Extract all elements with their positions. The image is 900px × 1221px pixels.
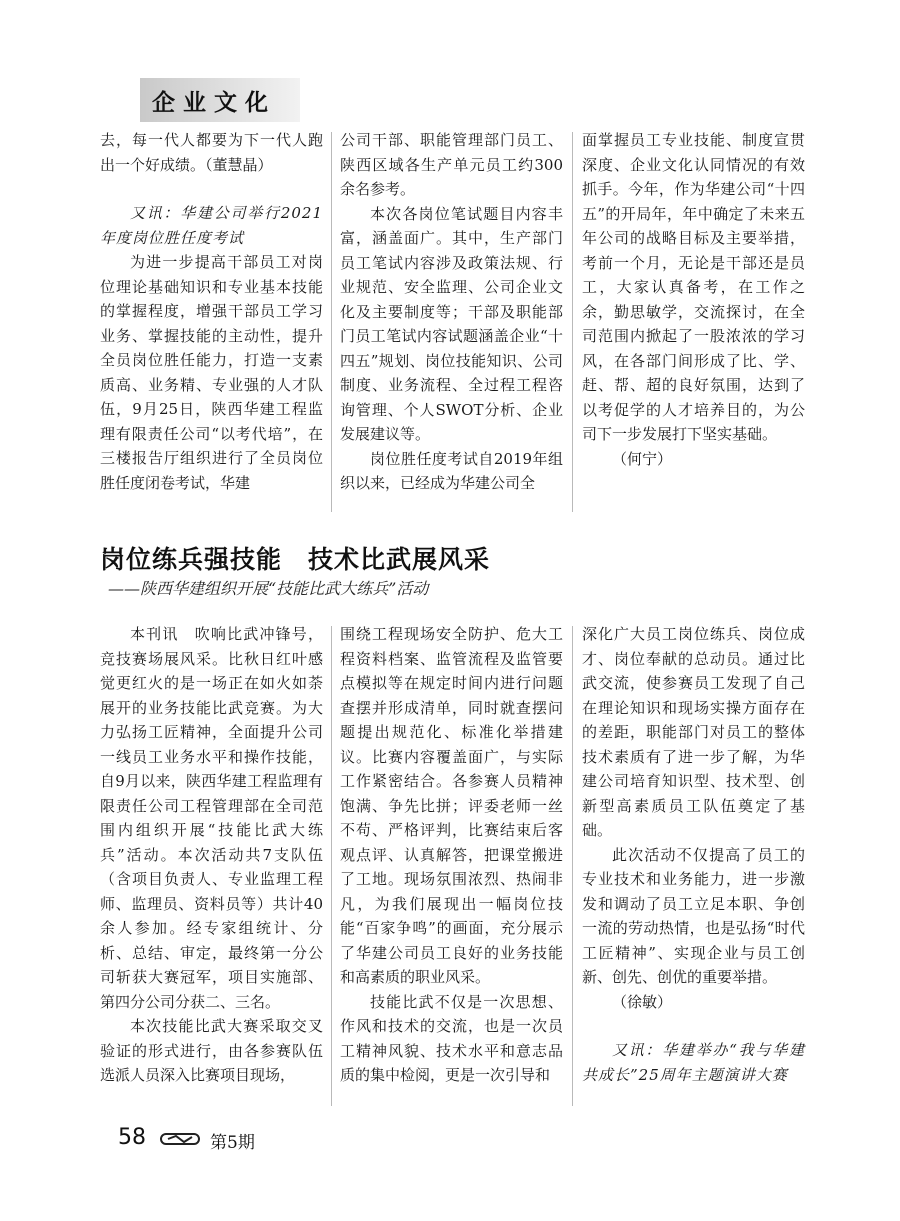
column-divider (572, 626, 573, 1106)
article1-column-1 (100, 128, 323, 495)
issue-label: 第5期 (210, 1133, 255, 1153)
article2-column-1 (100, 622, 323, 1088)
article-headline: 岗位练兵强技能 技术比武展风采 (100, 545, 491, 574)
author-byline: （何宁） (612, 449, 673, 468)
column-divider (331, 626, 332, 1106)
article2-column-3 (582, 622, 805, 1087)
paragraph: 为进一步提高干部员工对岗位理论基础知识和专业基本技能的掌握程度，增强干部员工学习业务、掌握技能的主动性，提升全员岗位胜任能力，打造一支素质高、业务精、专业强的人才队伍，9月25日，陕西华建工程监理有限责任公司“以考代培”，在三楼报告厅组织进行了全员岗位胜任度闭卷考试，华建 (100, 253, 323, 492)
article2-column-2 (340, 622, 563, 1088)
column-divider (572, 132, 573, 512)
paragraph: 本次各岗位笔试题目内容丰富，涵盖面广。其中，生产部门员工笔试内容涉及政策法规、行业规范、安全监理、公司企业文化及主要制度等；干部及职能部门员工笔试内容试题涵盖企业“十四五”规划、岗位技能知识、公司制度、业务流程、全过程工程咨询管理、个人SWOT分析、企业发展建议等。 (340, 204, 563, 443)
paragraph: 岗位胜任度考试自2019年组织以来，已经成为华建公司全 (340, 449, 563, 492)
section-header (140, 78, 300, 122)
paragraph: 本刊讯 吹响比武冲锋号，竞技赛场展风采。比秋日红叶感觉更红火的是一场正在如火如荼展开的业务技能比武竞赛。为大力弘扬工匠精神，全面提升公司一线员工业务水平和操作技能，自9月以来，陕西华建工程监理有限责任公司工程管理部在全司范围内组织开展“技能比武大练兵”活动。本次活动共7支队伍（含项目负责人、专业监理工程师、监理员、资料员等）共计40余人参加。经专家组统计、分析、总结、审定，最终第一分公司斩获大赛冠军，项目实施部、第四分公司分获二、三名。 (100, 625, 323, 1011)
news-lead-heading: 又讯：华建举办“我与华建共成长”25周年主题演讲大赛 (582, 1041, 805, 1084)
section-title: 企业文化 (152, 90, 276, 116)
paragraph: 技能比武不仅是一次思想、作风和技术的交流，也是一次员工精神风貌、技术水平和意志品质的集中检阅，更是一次引导和 (340, 992, 563, 1084)
article-subheadline: ——陕西华建组织开展“技能比武大练兵”活动 (108, 579, 429, 598)
paragraph: 面掌握员工专业技能、制度宣贯深度、企业文化认同情况的有效抓手。今年，作为华建公司“十四五”的开局年，年中确定了未来五年公司的战略目标及主要举措，考前一个月，无论是干部还是员工，大家认真备考，在工作之余，勤思敏学，交流探讨，在全司范围内掀起了一股浓浓的学习风，在各部门间形成了比、学、赶、帮、超的良好氛围，达到了以考促学的人才培养目的，为公司下一步发展打下坚实基础。 (582, 131, 805, 443)
article1-column-2 (340, 128, 563, 496)
paragraph: 此次活动不仅提高了员工的专业技术和业务能力，进一步激发和调动了员工立足本职、争创一流的劳动热情，也是弘扬“时代工匠精神”、实现企业与员工创新、创先、创优的重要举措。 (582, 845, 805, 986)
paragraph: 去，每一代人都要为下一代人跑出一个好成绩。（董慧晶） (100, 131, 323, 174)
paragraph: 本次技能比武大赛采取交叉验证的形式进行，由各参赛队伍选派人员深入比赛项目现场， (100, 1017, 323, 1084)
paragraph: 深化广大员工岗位练兵、岗位成才、岗位奉献的总动员。通过比武交流，使参赛员工发现了自己在理论知识和现场实操方面存在的差距，职能部门对员工的整体技术素质有了进一步了解，为华建公司培育知识型、技术型、创新型高素质员工队伍奠定了基础。 (582, 625, 805, 839)
paragraph: 围绕工程现场安全防护、危大工程资料档案、监管流程及监管要点模拟等在规定时间内进行问题查摆并形成清单，同时就查摆问题提出规范化、标准化举措建议。比赛内容覆盖面广，与实际工作紧密结合。各参赛人员精神饱满、争先比拼；评委老师一丝不苟、严格评判，比赛结束后客观点评、认真解答，把课堂搬进了工地。现场氛围浓烈、热闹非凡，为我们展现出一幅岗位技能“百家争鸣”的画面，充分展示了华建公司员工良好的业务技能和高素质的职业风采。 (340, 625, 563, 986)
news-lead-heading: 又讯：华建公司举行2021年度岗位胜任度考试 (100, 204, 323, 247)
paragraph: 公司干部、职能管理部门员工、陕西区域各生产单元员工约300余名参考。 (340, 131, 563, 198)
article1-column-3 (582, 128, 805, 471)
page-number: 58 (118, 1125, 146, 1150)
column-divider (331, 132, 332, 512)
magazine-logo-icon (160, 1130, 200, 1148)
author-byline: （徐敏） (612, 992, 673, 1011)
